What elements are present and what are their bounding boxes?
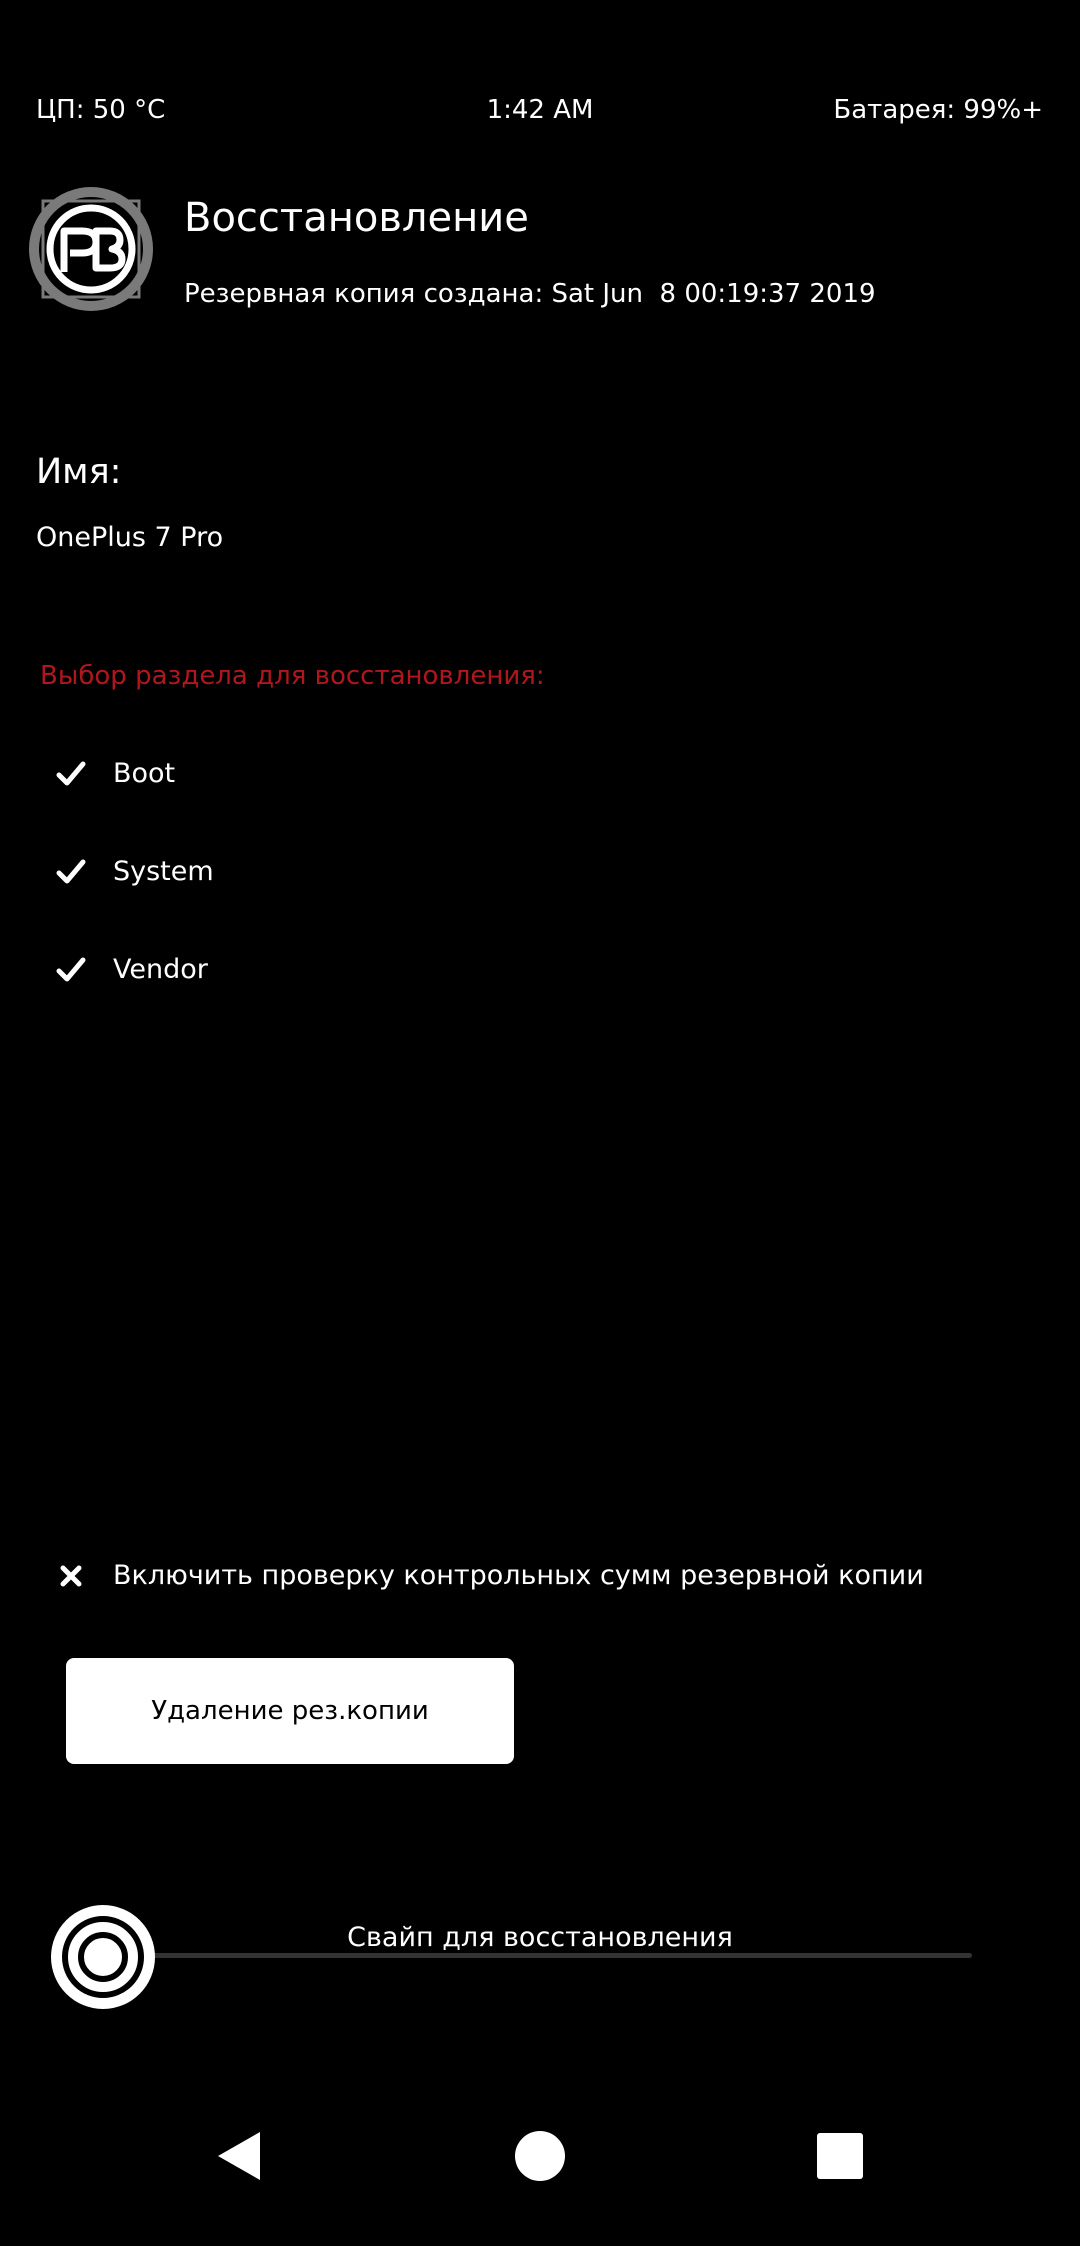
cross-icon bbox=[56, 1561, 86, 1591]
checkmark-icon bbox=[56, 955, 86, 985]
home-circle-icon[interactable] bbox=[510, 2126, 570, 2186]
checkmark-icon bbox=[56, 759, 86, 789]
swipe-track[interactable] bbox=[150, 1953, 972, 1958]
swipe-label: Свайп для восстановления bbox=[347, 1922, 733, 1953]
swipe-handle[interactable] bbox=[50, 1904, 156, 2010]
partition-checkbox-vendor[interactable] bbox=[0, 940, 1080, 1000]
name-value: OnePlus 7 Pro bbox=[36, 522, 224, 553]
back-triangle-icon[interactable] bbox=[210, 2126, 270, 2186]
recent-square-icon[interactable] bbox=[810, 2126, 870, 2186]
backup-created-date: Резервная копия создана: Sat Jun 8 00:19:37 2019 bbox=[184, 279, 876, 309]
status-cpu-temp: ЦП: 50 °C bbox=[36, 95, 166, 125]
checksum-verify-checkbox[interactable] bbox=[0, 1546, 1080, 1606]
partition-label: System bbox=[113, 856, 214, 887]
pb-logo-icon bbox=[26, 184, 156, 314]
delete-backup-button[interactable]: Удаление рез.копии bbox=[66, 1658, 514, 1764]
status-time: 1:42 AM bbox=[486, 95, 594, 125]
name-label: Имя: bbox=[36, 452, 122, 492]
target-icon bbox=[50, 1904, 156, 2010]
partition-checkbox-boot[interactable] bbox=[0, 744, 1080, 804]
partition-label: Boot bbox=[113, 758, 176, 789]
status-battery: Батарея: 99%+ bbox=[833, 95, 1043, 125]
page-title: Восстановление bbox=[184, 195, 529, 241]
checkmark-icon bbox=[56, 857, 86, 887]
partition-checkbox-system[interactable] bbox=[0, 842, 1080, 902]
partition-section-label: Выбор раздела для восстановления: bbox=[40, 661, 545, 691]
partition-label: Vendor bbox=[113, 954, 208, 985]
checksum-label: Включить проверку контрольных сумм резервной копии bbox=[113, 1560, 924, 1591]
